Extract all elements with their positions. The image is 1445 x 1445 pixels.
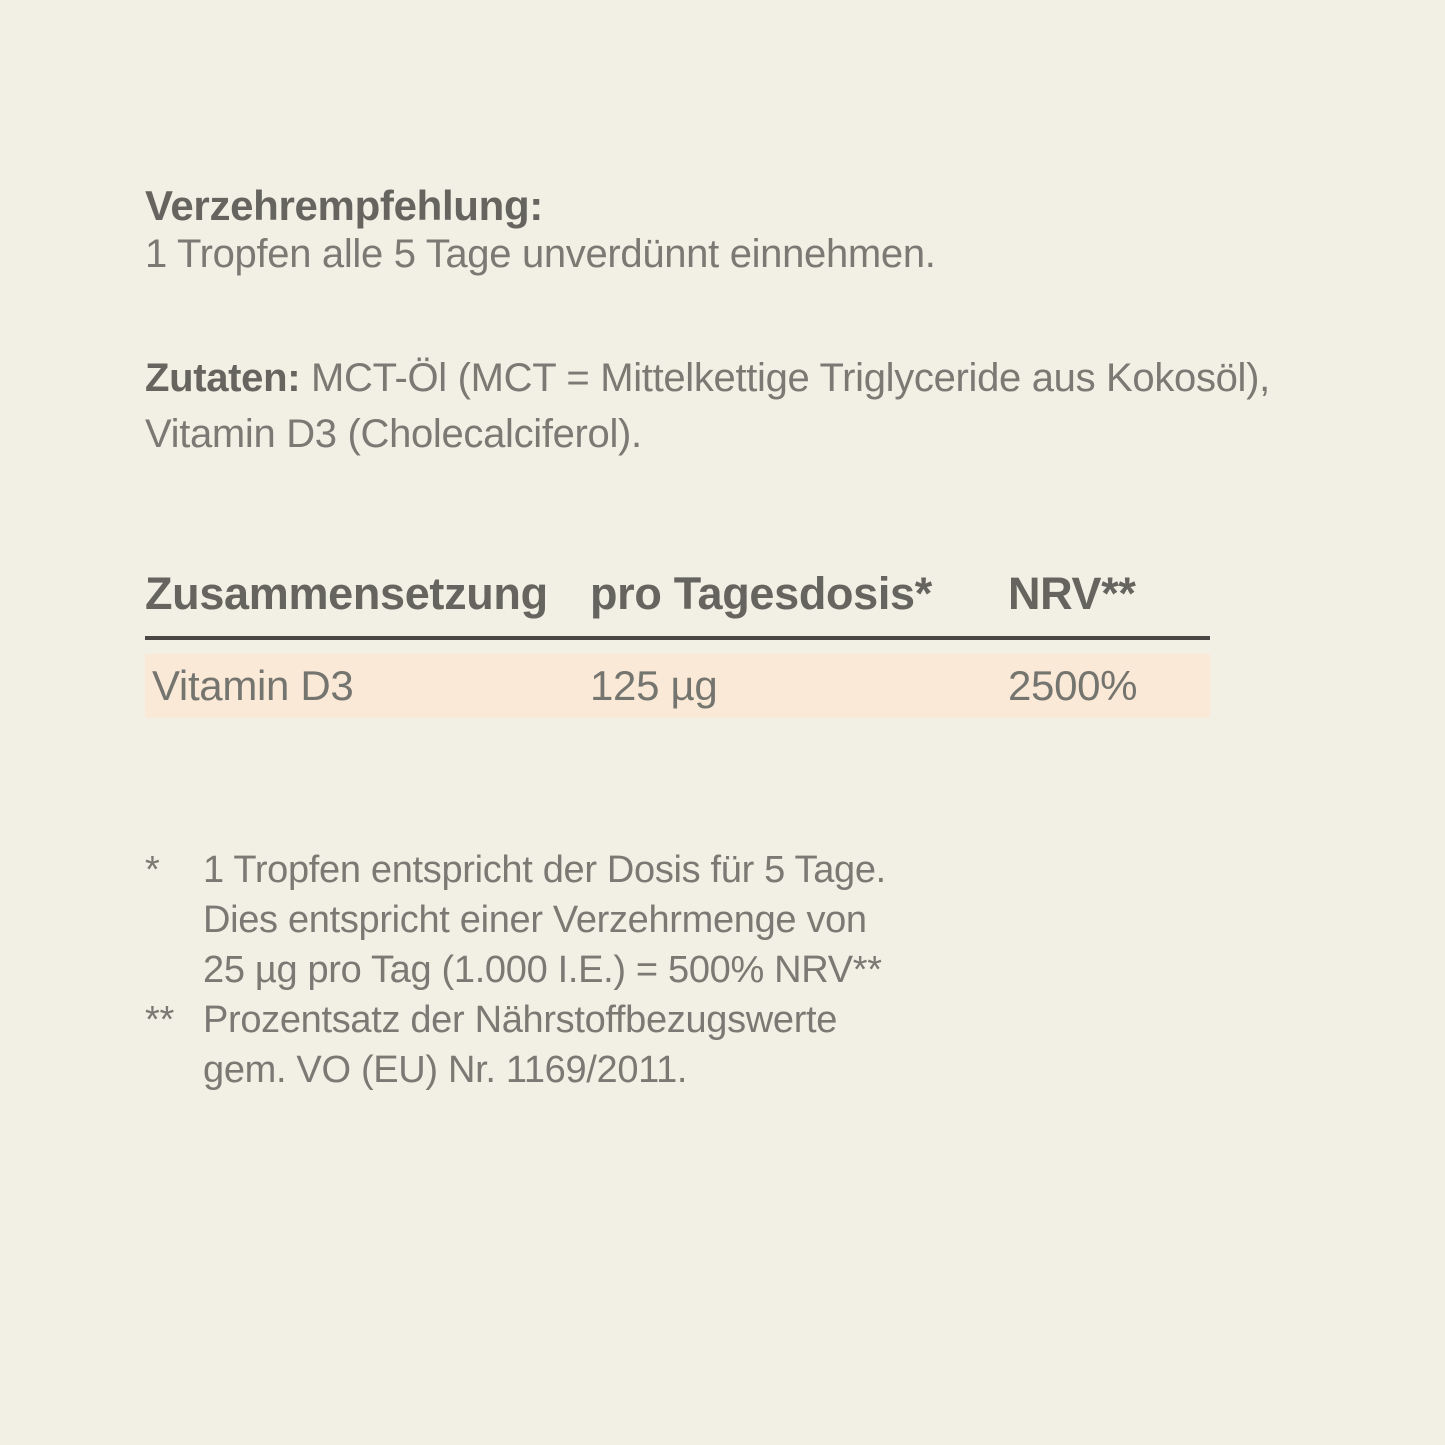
footnote-line: 25 µg pro Tag (1.000 I.E.) = 500% NRV** <box>203 949 882 991</box>
footnote-line: Prozentsatz der Nährstoffbezugswerte <box>203 999 838 1041</box>
ingredients-text-line1: MCT-Öl (MCT = Mittelkettige Triglyceride aus Kokosöl), <box>300 356 1270 400</box>
serving-recommendation-text: 1 Tropfen alle 5 Tage unverdünnt einnehmen. <box>145 232 936 276</box>
cell-nutrient-amount: 125 µg <box>590 662 718 709</box>
serving-recommendation-section <box>145 182 936 278</box>
cell-nutrient-name: Vitamin D3 <box>152 662 354 709</box>
footnote-line: Dies entspricht einer Verzehrmenge von <box>203 899 867 941</box>
ingredients-section <box>145 350 1270 462</box>
ingredients-line-2: Vitamin D3 (Cholecalciferol). <box>145 412 642 456</box>
footnotes-section <box>145 845 886 1095</box>
footnote-marker-double-asterisk: ** <box>145 999 174 1041</box>
ingredients-line-1 <box>145 350 1270 406</box>
column-header-pro-tagesdosis: pro Tagesdosis* <box>590 568 932 619</box>
footnote-nrv-reference-text <box>203 995 886 1095</box>
footnote-daily-dose <box>145 845 886 995</box>
column-header-nrv: NRV** <box>1008 568 1136 619</box>
footnote-line: gem. VO (EU) Nr. 1169/2011. <box>203 1049 688 1091</box>
composition-table <box>145 568 1210 718</box>
serving-recommendation-heading: Verzehrempfehlung: <box>145 182 543 229</box>
ingredients-label: Zutaten: <box>145 356 301 400</box>
cell-nutrient-nrv: 2500% <box>1008 662 1138 709</box>
column-header-zusammensetzung: Zusammensetzung <box>145 568 548 619</box>
footnote-nrv-reference <box>145 995 886 1095</box>
table-row-vitamin-d3 <box>145 654 1210 718</box>
footnote-daily-dose-text <box>203 845 886 995</box>
composition-table-header <box>145 568 1210 640</box>
footnote-line: 1 Tropfen entspricht der Dosis für 5 Tage. <box>203 849 886 891</box>
footnote-marker-single-asterisk: * <box>145 849 160 891</box>
